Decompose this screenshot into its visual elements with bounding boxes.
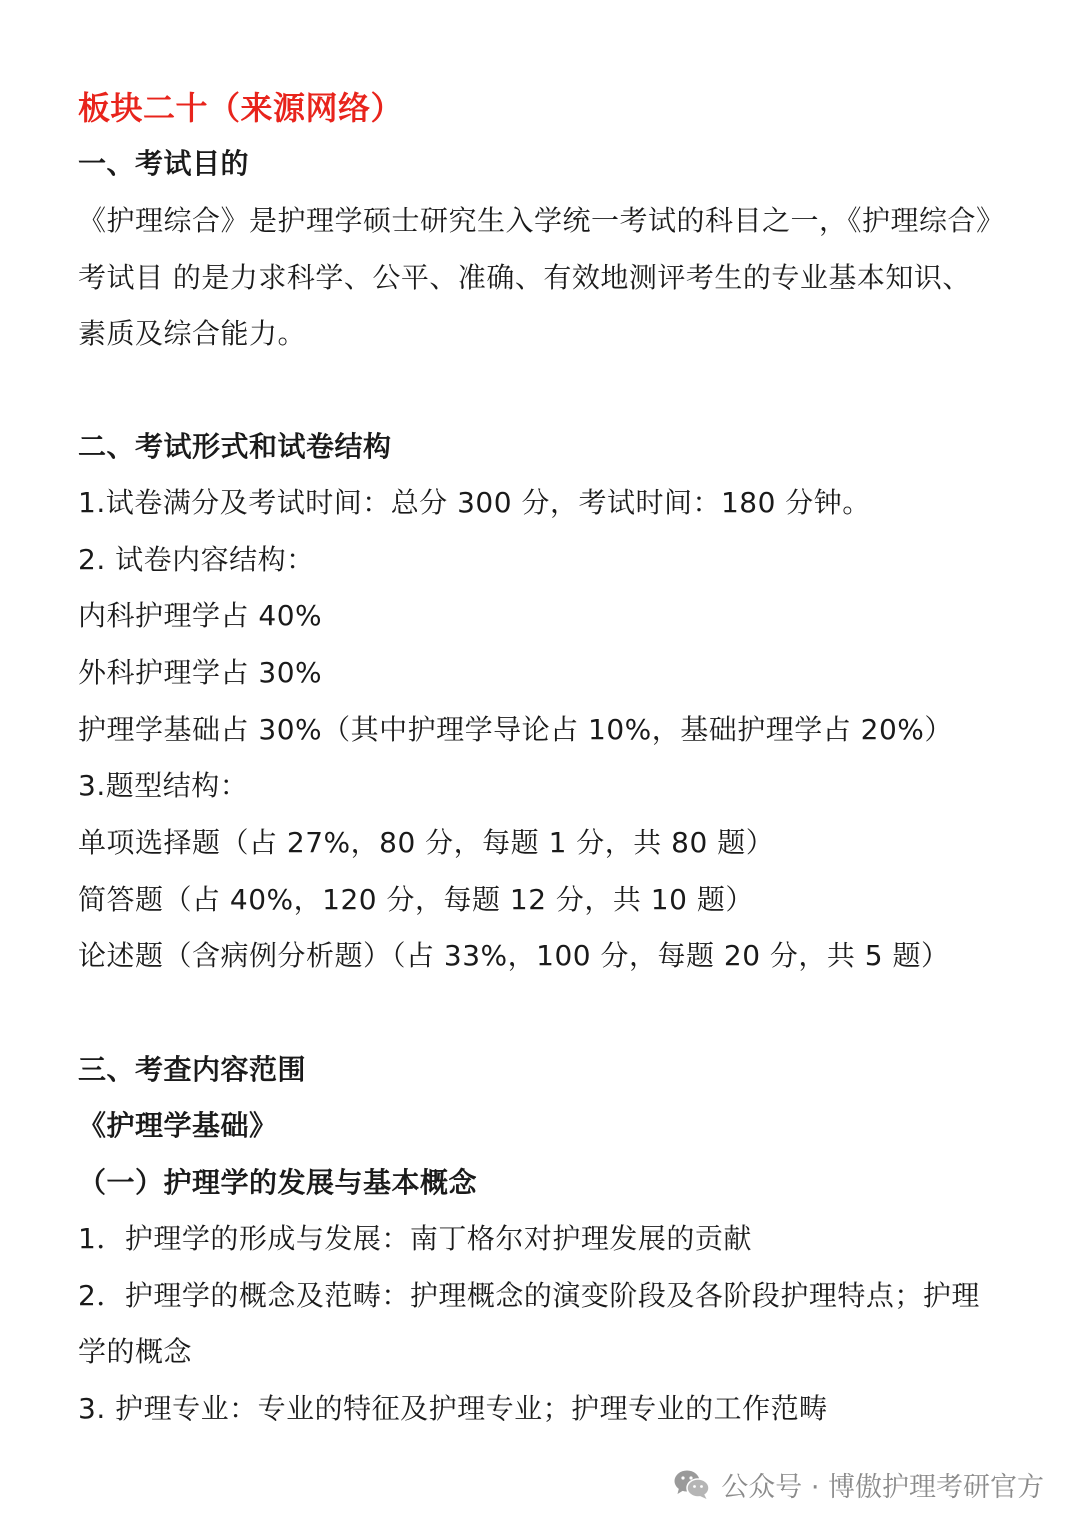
section1-line-3: 素质及综合能力。 <box>78 317 307 350</box>
section1-line-2: 考试目 的是力求科学、公平、准确、有效地测评考生的专业基本知识、 <box>78 261 971 294</box>
watermark <box>673 1464 1044 1504</box>
section2-line-5: 护理学基础占 30%（其中护理学导论占 10%，基础护理学占 20%） <box>78 713 953 746</box>
section2-line-6: 3.题型结构： <box>78 769 249 802</box>
section3-line-4: 3. 护理专业：专业的特征及护理专业；护理专业的工作范畴 <box>78 1392 828 1425</box>
section1-heading: 一、考试目的 <box>78 147 250 180</box>
section3-book-title: 《护理学基础》 <box>78 1109 278 1142</box>
section2-heading: 二、考试形式和试卷结构 <box>78 430 392 463</box>
section2-line-3: 内科护理学占 40% <box>78 599 323 632</box>
section2-line-4: 外科护理学占 30% <box>78 656 323 689</box>
document-title: 板块二十（来源网络） <box>78 89 404 127</box>
section2-line-7: 单项选择题（占 27%，80 分，每题 1 分，共 80 题） <box>78 826 775 859</box>
wechat-icon <box>673 1468 711 1500</box>
section3-subheading: （一）护理学的发展与基本概念 <box>78 1166 478 1199</box>
section2-line-9: 论述题（含病例分析题）（占 33%，100 分，每题 20 分，共 5 题） <box>78 939 950 972</box>
section3-line-1: 1．护理学的形成与发展：南丁格尔对护理发展的贡献 <box>78 1222 752 1255</box>
section2-line-1: 1.试卷满分及考试时间：总分 300 分，考试时间：180 分钟。 <box>78 486 871 519</box>
section2-line-2: 2. 试卷内容结构： <box>78 543 315 576</box>
watermark-text: 公众号 · 博傲护理考研官方 <box>721 1471 1044 1503</box>
section3-line-3: 学的概念 <box>78 1335 193 1368</box>
section2-line-8: 简答题（占 40%，120 分，每题 12 分，共 10 题） <box>78 883 754 916</box>
section1-line-1: 《护理综合》是护理学硕士研究生入学统一考试的科目之一，《护理综合》 <box>78 204 1005 237</box>
section3-heading: 三、考查内容范围 <box>78 1053 307 1086</box>
section3-line-2: 2．护理学的概念及范畴：护理概念的演变阶段及各阶段护理特点；护理 <box>78 1279 980 1312</box>
